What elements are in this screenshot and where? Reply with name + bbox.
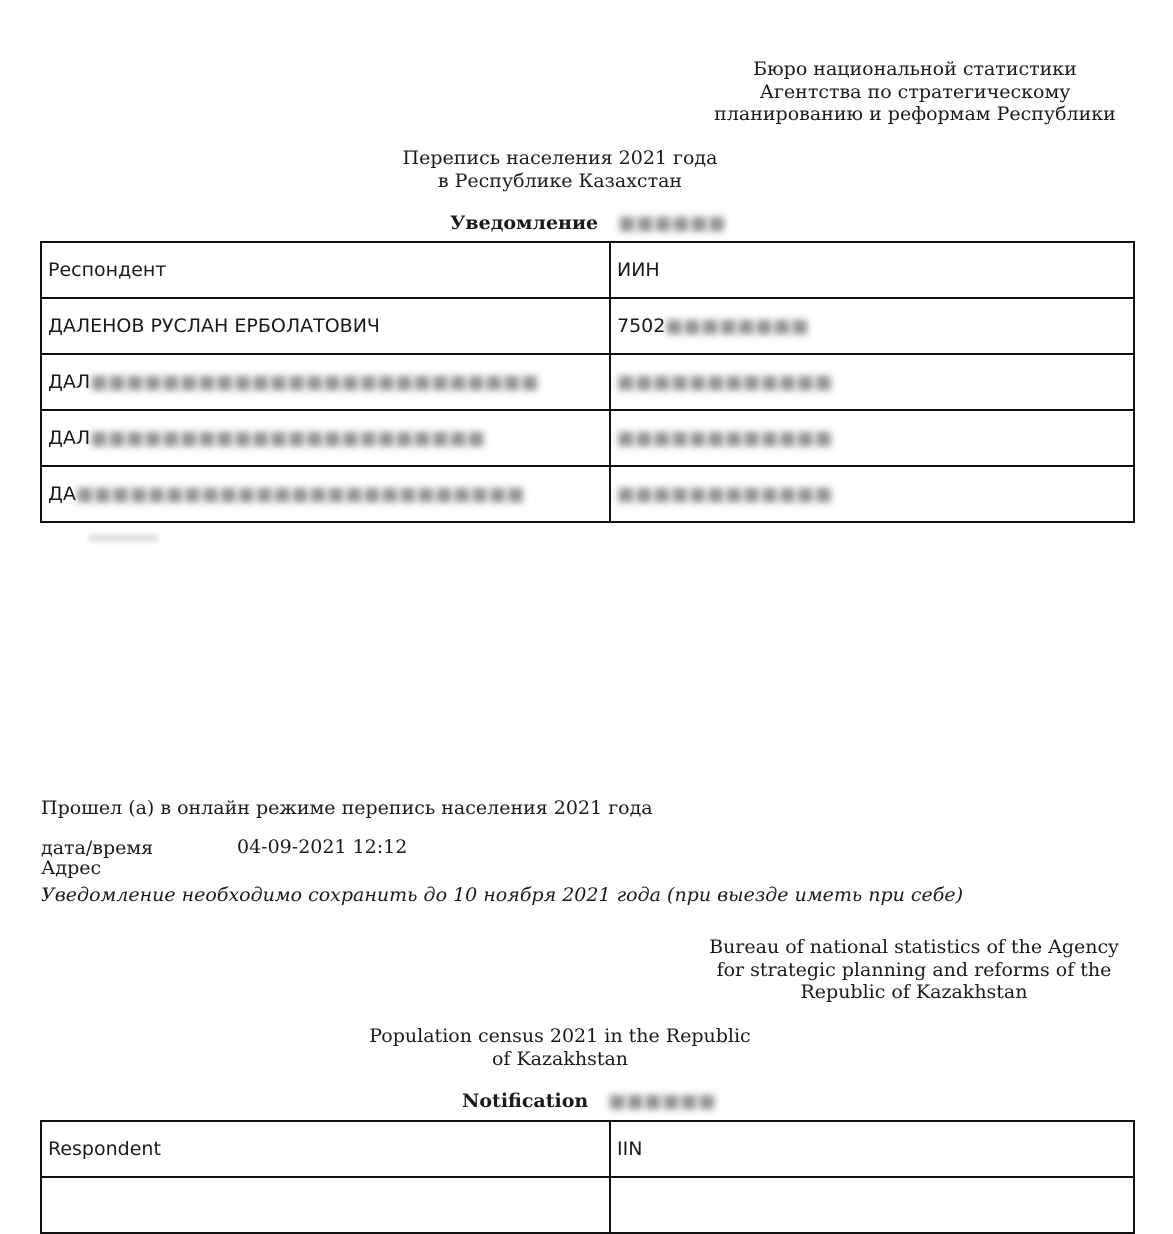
respondent-iin: ■■■■■■■■■■■■: [610, 354, 1134, 410]
respondent-iin: [610, 298, 1134, 354]
bureau-name-en: [700, 936, 1128, 1004]
table-row: [41, 1177, 1134, 1233]
name-redacted: ■■■■■■■■■■■■■■■■■■■■■■■■■: [75, 483, 525, 505]
name-visible: ДАЛ: [48, 371, 91, 393]
census-line-1: Population census 2021 in the Republic: [369, 1025, 751, 1047]
name-visible: ДАЛ: [48, 427, 91, 449]
notice-number: ■■■■■■: [608, 1090, 716, 1112]
table-row: [41, 466, 1134, 522]
respondent-name: [41, 1177, 610, 1233]
census-title-en: [330, 1025, 790, 1070]
bureau-line-2: Агентства по стратегическому: [759, 80, 1071, 103]
header-respondent: Respondent: [41, 1121, 610, 1177]
datetime-label: дата/время: [41, 837, 154, 859]
census-line-2: of Kazakhstan: [491, 1047, 629, 1070]
header-iin: IIN: [610, 1121, 1134, 1177]
respondent-iin: [610, 1177, 1134, 1233]
notice-number: ■■■■■■: [618, 212, 726, 234]
header-respondent: Респондент: [41, 242, 610, 298]
table-row: [41, 354, 1134, 410]
header-iin: ИИН: [610, 242, 1134, 298]
redaction-smudge: [88, 534, 158, 542]
bureau-line-2: for strategic planning and reforms of the: [716, 958, 1112, 981]
respondents-table-en: [40, 1120, 1135, 1234]
notice-heading-en: [462, 1090, 716, 1113]
respondent-iin: ■■■■■■■■■■■■: [610, 410, 1134, 466]
table-header-row: [41, 242, 1134, 298]
table-header-row: [41, 1121, 1134, 1177]
respondent-name: ДАЛЕНОВ РУСЛАН ЕРБОЛАТОВИЧ: [41, 298, 610, 354]
census-line-1: Перепись населения 2021 года: [402, 147, 718, 169]
respondent-iin: ■■■■■■■■■■■■: [610, 466, 1134, 522]
bureau-name-ru: [700, 58, 1130, 126]
census-line-2: в Республике Казахстан: [437, 169, 683, 192]
table-row: [41, 298, 1134, 354]
name-redacted: ■■■■■■■■■■■■■■■■■■■■■■■■■: [90, 371, 539, 393]
iin-visible: 7502: [617, 315, 666, 337]
keep-notice: Уведомление необходимо сохранить до 10 ноября 2021 года (при выезде иметь при себе): [41, 884, 964, 906]
name-visible: ДА: [48, 483, 76, 505]
passed-statement: Прошел (а) в онлайн режиме перепись населения 2021 года: [41, 797, 653, 819]
table-row: [41, 410, 1134, 466]
bureau-line-3: планированию и реформам Республики: [714, 103, 1116, 125]
bureau-line-3: Republic of Kazakhstan: [800, 981, 1028, 1003]
respondent-name: [41, 354, 610, 410]
notice-label: Уведомление: [450, 212, 599, 234]
bureau-line-1: Bureau of national statistics of the Agency: [709, 936, 1119, 958]
census-title-ru: [330, 147, 790, 192]
address-label: Адрес: [41, 857, 102, 879]
notice-label: Notification: [462, 1090, 589, 1112]
respondent-name: [41, 466, 610, 522]
respondents-table-ru: [40, 241, 1135, 523]
notice-heading-ru: [450, 212, 726, 235]
respondent-name: [41, 410, 610, 466]
datetime-value: 04-09-2021 12:12: [237, 836, 408, 858]
bureau-line-1: Бюро национальной статистики: [753, 58, 1077, 80]
iin-redacted: ■■■■■■■■: [665, 315, 809, 337]
name-redacted: ■■■■■■■■■■■■■■■■■■■■■■: [90, 427, 486, 449]
